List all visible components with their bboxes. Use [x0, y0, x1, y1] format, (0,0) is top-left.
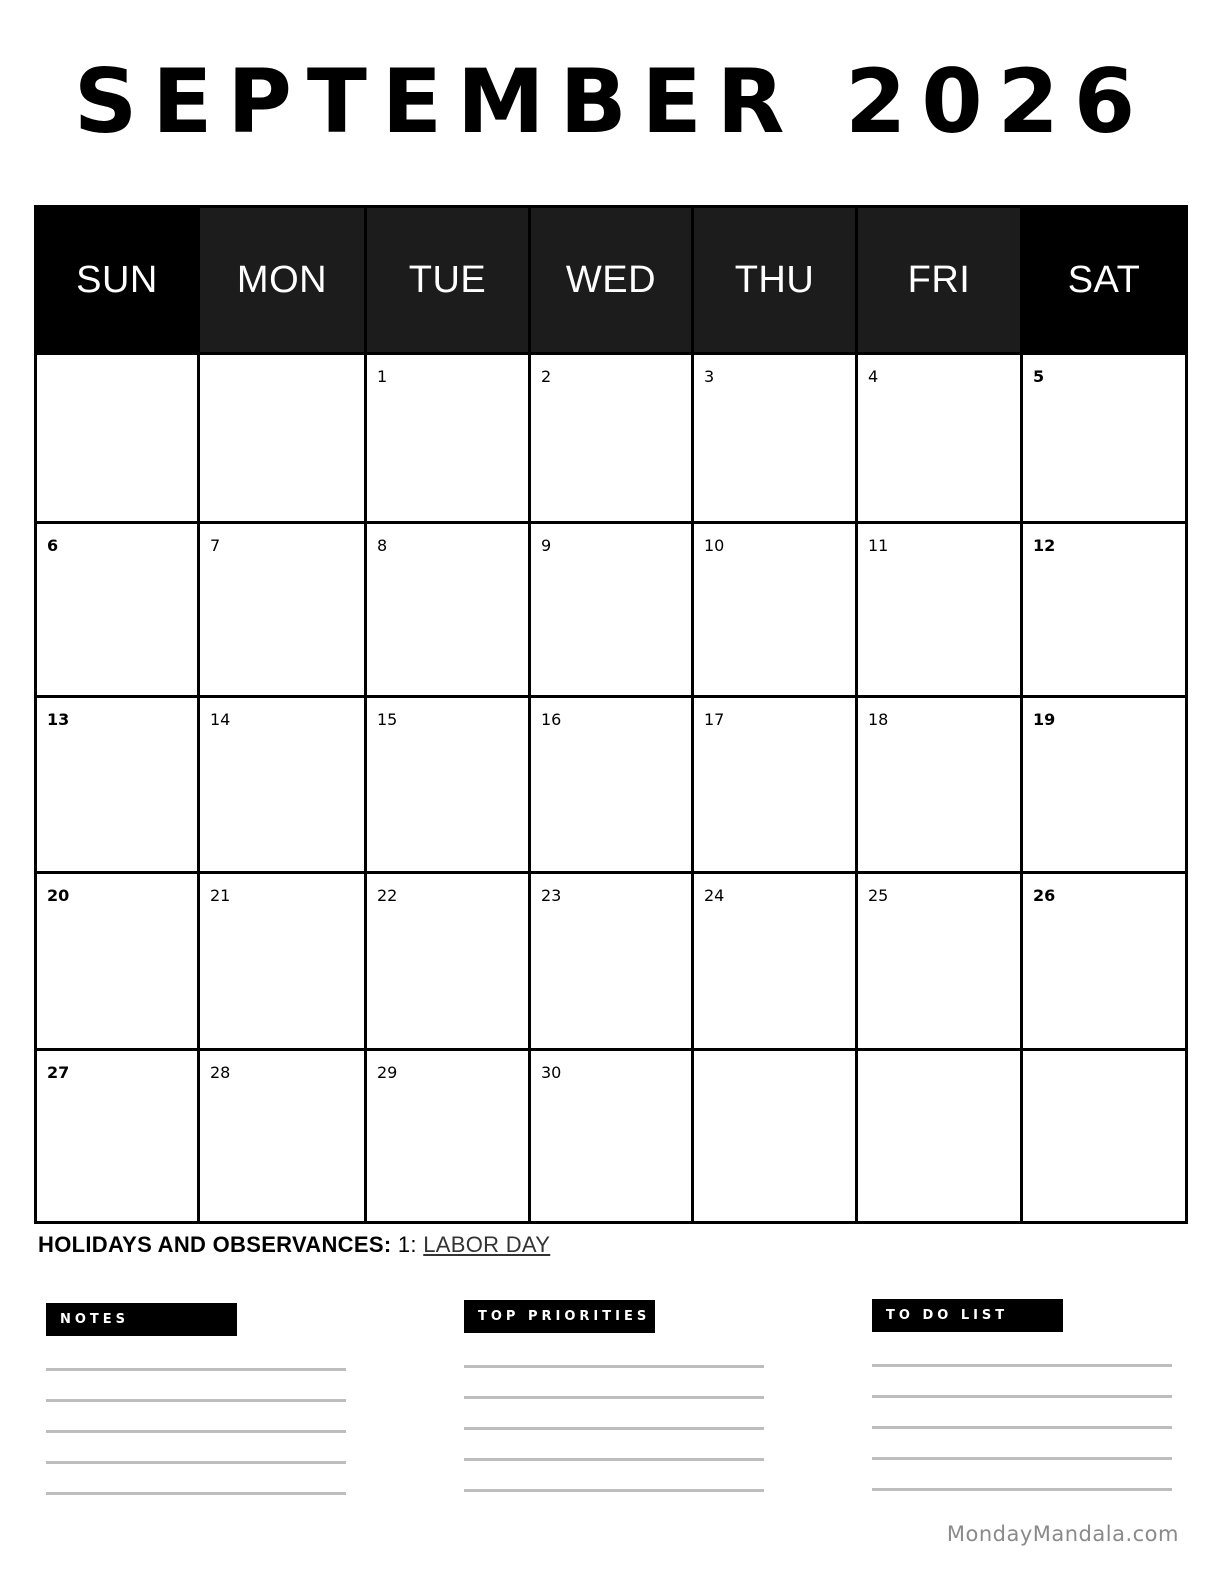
day-number: 27 — [47, 1063, 70, 1082]
to-do-list-tag: TO DO LIST — [872, 1299, 1063, 1332]
day-cell-2[interactable] — [531, 355, 691, 521]
day-number: 25 — [868, 886, 889, 905]
day-cell-13[interactable] — [37, 698, 197, 871]
day-cell-16[interactable] — [531, 698, 691, 871]
day-number: 26 — [1033, 886, 1056, 905]
day-number: 23 — [541, 886, 562, 905]
todo-line[interactable] — [872, 1488, 1172, 1491]
day-cell-10[interactable] — [694, 524, 855, 695]
day-number: 18 — [868, 710, 889, 729]
day-number: 30 — [541, 1063, 562, 1082]
day-number: 14 — [210, 710, 231, 729]
day-cell-30[interactable] — [531, 1051, 691, 1221]
day-cell-26[interactable] — [1023, 874, 1185, 1048]
day-cell-9[interactable] — [531, 524, 691, 695]
day-cell-25[interactable] — [858, 874, 1020, 1048]
todo-line[interactable] — [872, 1395, 1172, 1398]
day-number: 7 — [210, 536, 221, 555]
day-number: 21 — [210, 886, 231, 905]
day-cell-14[interactable] — [200, 698, 364, 871]
holidays-label: HOLIDAYS AND OBSERVANCES: — [38, 1232, 392, 1257]
holidays-observances — [38, 1232, 550, 1258]
day-cell-24[interactable] — [694, 874, 855, 1048]
day-cell-22[interactable] — [367, 874, 528, 1048]
day-cell-empty[interactable] — [1023, 1051, 1185, 1221]
day-cell-7[interactable] — [200, 524, 364, 695]
day-number: 4 — [868, 367, 879, 386]
weekday-header-mon: MON — [200, 208, 364, 352]
weekday-header-thu: THU — [694, 208, 855, 352]
weekday-header-row — [37, 208, 1185, 352]
top-priorities-section — [464, 1300, 764, 1500]
day-cell-5[interactable] — [1023, 355, 1185, 521]
weekday-header-tue: TUE — [367, 208, 528, 352]
day-cell-3[interactable] — [694, 355, 855, 521]
priorities-line[interactable] — [464, 1427, 764, 1430]
day-cell-empty[interactable] — [37, 355, 197, 521]
day-number: 6 — [47, 536, 59, 555]
day-number: 3 — [704, 367, 715, 386]
day-cell-21[interactable] — [200, 874, 364, 1048]
day-cell-23[interactable] — [531, 874, 691, 1048]
priorities-line[interactable] — [464, 1365, 764, 1368]
todo-line[interactable] — [872, 1364, 1172, 1367]
day-cell-1[interactable] — [367, 355, 528, 521]
day-number: 15 — [377, 710, 398, 729]
day-number: 11 — [868, 536, 889, 555]
page-title: SEPTEMBER 2026 — [73, 50, 1151, 153]
day-cell-29[interactable] — [367, 1051, 528, 1221]
day-cell-28[interactable] — [200, 1051, 364, 1221]
day-number: 8 — [377, 536, 388, 555]
day-number: 9 — [541, 536, 552, 555]
notes-section — [46, 1303, 346, 1503]
day-cell-6[interactable] — [37, 524, 197, 695]
day-cell-11[interactable] — [858, 524, 1020, 695]
day-cell-18[interactable] — [858, 698, 1020, 871]
day-number: 16 — [541, 710, 562, 729]
day-number: 19 — [1033, 710, 1056, 729]
watermark: MondayMandala.com — [946, 1522, 1179, 1546]
day-number: 20 — [47, 886, 70, 905]
day-number: 13 — [47, 710, 70, 729]
to-do-list-section — [872, 1299, 1172, 1499]
notes-line[interactable] — [46, 1399, 346, 1402]
notes-tag: NOTES — [46, 1303, 237, 1336]
day-number: 2 — [541, 367, 552, 386]
priorities-line[interactable] — [464, 1396, 764, 1399]
todo-line[interactable] — [872, 1457, 1172, 1460]
day-number: 1 — [377, 367, 388, 386]
notes-line[interactable] — [46, 1430, 346, 1433]
holiday-link-labor-day[interactable]: LABOR DAY — [423, 1232, 551, 1257]
weekday-header-sat: SAT — [1023, 208, 1185, 352]
day-cell-4[interactable] — [858, 355, 1020, 521]
day-cell-17[interactable] — [694, 698, 855, 871]
day-number: 22 — [377, 886, 398, 905]
notes-line[interactable] — [46, 1461, 346, 1464]
day-cell-8[interactable] — [367, 524, 528, 695]
calendar-days — [37, 352, 1185, 1221]
priorities-line[interactable] — [464, 1458, 764, 1461]
weekday-header-sun: SUN — [37, 208, 197, 352]
top-priorities-tag: TOP PRIORITIES — [464, 1300, 655, 1333]
priorities-line[interactable] — [464, 1489, 764, 1492]
day-number: 17 — [704, 710, 725, 729]
day-cell-15[interactable] — [367, 698, 528, 871]
weekday-header-fri: FRI — [858, 208, 1020, 352]
day-cell-20[interactable] — [37, 874, 197, 1048]
todo-line[interactable] — [872, 1426, 1172, 1429]
day-number: 12 — [1033, 536, 1056, 555]
day-cell-12[interactable] — [1023, 524, 1185, 695]
day-number: 10 — [704, 536, 725, 555]
weekday-header-wed: WED — [531, 208, 691, 352]
calendar-grid — [34, 205, 1188, 1224]
day-cell-empty[interactable] — [694, 1051, 855, 1221]
holiday-day: 1: — [397, 1232, 417, 1257]
day-cell-19[interactable] — [1023, 698, 1185, 871]
day-number: 29 — [377, 1063, 398, 1082]
day-cell-27[interactable] — [37, 1051, 197, 1221]
day-cell-empty[interactable] — [200, 355, 364, 521]
notes-line[interactable] — [46, 1492, 346, 1495]
day-cell-empty[interactable] — [858, 1051, 1020, 1221]
notes-line[interactable] — [46, 1368, 346, 1371]
day-number: 28 — [210, 1063, 231, 1082]
day-number: 5 — [1033, 367, 1045, 386]
day-number: 24 — [704, 886, 725, 905]
